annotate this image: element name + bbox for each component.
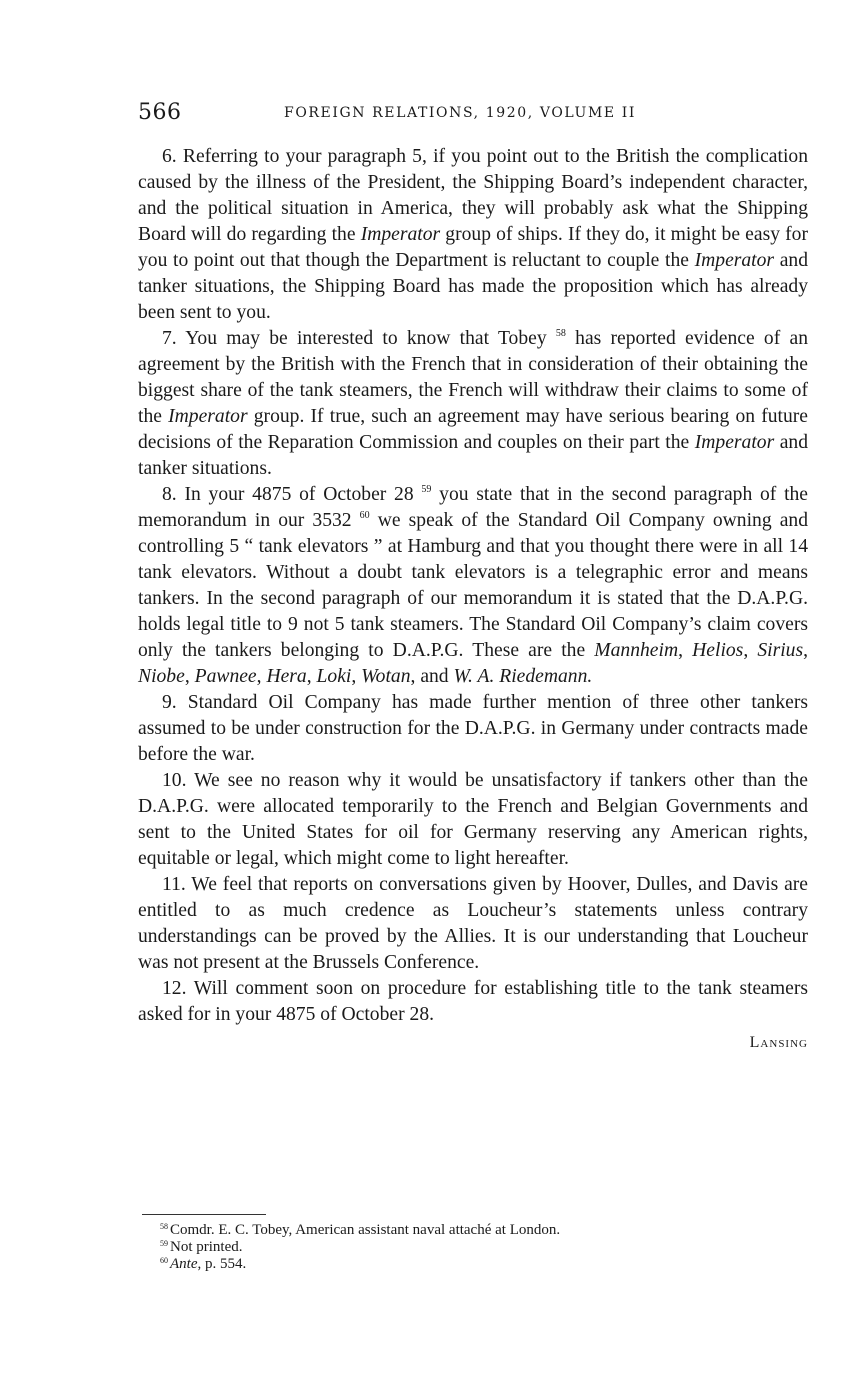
ship-name: Hera (266, 666, 307, 687)
ship-name: Imperator (168, 406, 248, 427)
ship-name: Imperator (360, 224, 441, 245)
ship-name: W. A. Riedemann. (453, 666, 593, 687)
footnote: $^{58}$ Comdr. E. C. Tobey, American assistant naval attaché at London. (160, 1222, 561, 1238)
ship-name: Niobe (138, 666, 185, 687)
ship-name: Mannheim (594, 640, 679, 661)
paragraph-11: 11. We feel that reports on conversations given by Hoover, Dulles, and Davis are entitled to as much credence as Loucheur’s statements unless contrary understandings can be proved by the Allies. It is our understanding that Loucheur was not present at the Brussels Conference. (138, 874, 808, 973)
ship-name: Wotan (361, 666, 411, 687)
ship-name: Sirius (757, 640, 804, 661)
page-number: 566 (138, 100, 182, 125)
footnote-divider (142, 1214, 266, 1215)
footnotes (160, 1222, 800, 1273)
footnote-ref: 58 (555, 328, 566, 339)
paragraph-7: 7. You may be interested to know that Tobey $^{58}$ has reported evidence of an agreement by the British with the French that in consideration of their obtaining the biggest share of the tank steamers, the French will withdraw their claims to some of the Imperator group. If true, such an agreement may have serious bearing on future decisions of the Reparation Commission and couples on their part the Imperator and tanker situations. (138, 328, 808, 479)
paragraph-9: 9. Standard Oil Company has made further mention of three other tankers assumed to be under construction for the D.A.P.G. in Germany under contracts made before the war. (138, 692, 808, 765)
paragraph-10: 10. We see no reason why it would be unsatisfactory if tankers other than the D.A.P.G. were allocated temporarily to the French and Belgian Governments and sent to the United States for oil for Germany reserving any American rights, equitable or legal, which might come to light hereafter. (138, 770, 808, 869)
paragraph-8: 8. In your 4875 of October 28 $^{59}$ you state that in the second paragraph of the memorandum in our 3532 $^{60}$ we speak of the Standard Oil Company owning and controlling 5 “ tank elevators ” at Hamburg and that you thought there were in all 14 tank elevators. Without a doubt tank elevators is a telegraphic error and means tankers. In the second paragraph of our memorandum it is stated that the D.A.P.G. holds legal title to 9 not 5 tank steamers. The Standard Oil Company’s claim covers only the tankers belonging to D.A.P.G. These are the Mannheim, Helios, Sirius, Niobe, Pawnee, Hera, Loki, Wotan, and W. A. Riedemann. (138, 484, 809, 687)
page-header (138, 100, 808, 130)
body-text (138, 144, 808, 1056)
signature: Lansing (749, 1034, 808, 1051)
ship-name: Imperator (694, 432, 775, 453)
paragraph-6: 6. Referring to your paragraph 5, if you point out to the British the complication caused by the illness of the President, the Shipping Board’s independent character, and the political situation in America, they will probably ask what the Shipping Board will do regarding the Imperator group of ships. If they do, it might be easy for you to point out that though the Department is reluctant to couple the Imperator and tanker situations, the Shipping Board has made the proposition which has already been sent to you. (138, 146, 808, 323)
footnote: $^{59}$ Not printed. (160, 1239, 243, 1255)
ship-name: Helios (692, 640, 744, 661)
paragraph-12: 12. Will comment soon on procedure for establishing title to the tank steamers asked for in your 4875 of October 28. (138, 978, 808, 1025)
footnote: $^{60}$ Ante, p. 554. (160, 1256, 247, 1272)
footnote-ref: 60 (359, 510, 370, 521)
ship-list: Mannheim, Helios, Sirius, Niobe, Pawnee, Hera, Loki, Wotan (138, 640, 808, 687)
ship-name: Loki (316, 666, 352, 687)
running-title: FOREIGN RELATIONS, 1920, VOLUME II (284, 105, 637, 121)
footnote-ref: 59 (421, 484, 432, 495)
ship-name: Pawnee (194, 666, 257, 687)
ship-name: Imperator (694, 250, 775, 271)
